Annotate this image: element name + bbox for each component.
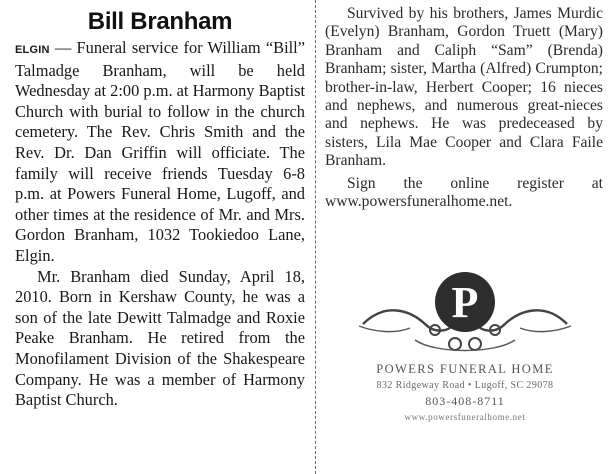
- funeral-home-address: 832 Ridgeway Road • Lugoff, SC 29078: [376, 380, 554, 391]
- obituary-headline: Bill Branham: [87, 8, 233, 35]
- funeral-home-website: www.powersfuneralhome.net: [404, 412, 526, 422]
- obituary-left-column: [15, 8, 305, 411]
- obituary-right-column: [325, 5, 603, 211]
- obituary-paragraph-1: [15, 38, 305, 267]
- funeral-home-ad: [330, 262, 600, 462]
- obituary-paragraph-3: Survived by his brothers, James Murdic (Evelyn) Branham, Gordon Truett (Mary) Branham and Caliph “Sam” (Brenda) Branham; sister, Martha (Alfred) Crumpton; brother-in-law, Herbert Cooper; 16 nieces and nephews, and numerous great-nieces and nephews. He was predeceased by sisters, Lila Mae Cooper and Clara Faile Branham.: [325, 5, 603, 170]
- obituary-paragraph-4: Sign the online register at www.powersfuneralhome.net.: [325, 174, 603, 211]
- dateline: ELGIN: [15, 44, 50, 56]
- obituary-paragraph-2: Mr. Branham died Sunday, April 18, 2010. Born in Kershaw County, he was a son of the late Dewitt Talmadge and Roxie Peake Branham. He retired from the Monofilament Division of the Shakespeare Company. He was a member of Harmony Baptist Church.: [15, 266, 305, 410]
- funeral-home-logo-icon: [355, 262, 575, 362]
- funeral-home-name: POWERS FUNERAL HOME: [376, 362, 554, 376]
- funeral-home-phone: 803-408-8711: [425, 394, 505, 408]
- paragraph-1-text: — Funeral service for William “Bill” Talmadge Branham, will be held Wednesday at 2:00 p.m. at Harmony Baptist Church with burial to follow in the church cemetery. The Rev. Chris Smith and the Rev. Dr. Dan Griffin will officiate. The family will receive friends Tuesday 6-8 p.m. at Powers Funeral Home, Lugoff, and other times at the residence of Mr. and Mrs. Gordon Branham, 1032 Tookiedoo Lane, Elgin.: [15, 38, 306, 265]
- logo-letter: P: [451, 278, 479, 327]
- column-divider: [315, 0, 316, 474]
